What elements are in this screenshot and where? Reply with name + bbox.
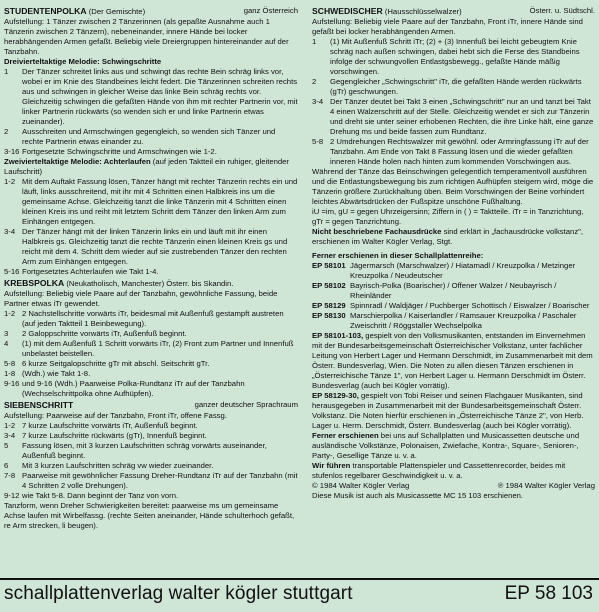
step-row	[4, 369, 298, 379]
step-text: 6 kurze Seitgalopschritte gTr mit abschl. Seitschritt gTr.	[22, 359, 210, 368]
step-row	[4, 431, 298, 441]
step-row	[4, 177, 298, 227]
dance-title: KREBSPOLKA	[4, 278, 65, 288]
series-note-2	[312, 391, 595, 431]
dance-region: ganzer deutscher Sprachraum	[194, 400, 298, 409]
ep-number: EP 58129	[312, 301, 346, 310]
step-text: Mit dem Auftakt Fassung lösen, Tänzer hängt mit rechter Tänzerin rechts ein und läuft, links ausschreitend, mit ihr mit 4 Schritten einen Halbkreis ins um die gemeinsame Achse. Gleichzeitig tanzt die linke Tänzerin mit 4 Schritten einen kleinen Kreis ins und reiht mit letztem Schritt dem Tänzer den linken Arm zum Einhängen entgegen.	[22, 177, 298, 226]
step-row	[4, 309, 298, 329]
step-text: Fortgesetztes Achterlaufen wie Takt 1-4.	[22, 267, 159, 276]
series-label: EP 58129-30,	[312, 391, 359, 400]
step-list	[4, 67, 298, 157]
dance-title: STUDENTENPOLKA	[4, 6, 87, 16]
step-number: 5-8	[312, 137, 324, 146]
step-row	[312, 77, 595, 97]
ep-entry	[312, 311, 595, 331]
note-label: Nicht beschriebene Fachausdrücke	[312, 227, 442, 236]
phonogram-text: ℗ 1984 Walter Kögler Verlag	[497, 481, 595, 490]
step-number: 9-16	[4, 379, 20, 388]
step-text: Fortgesetzte Schwingschritte und Armschwingen wie 1-2.	[22, 147, 217, 156]
studentenpolka-heading	[4, 6, 298, 17]
step-list	[4, 177, 298, 277]
dance-intro: Aufstellung: Beliebig viele Paare auf der Tanzbahn, gewöhnliche Fassung, beide Partner etwas iTr gewendet.	[4, 289, 278, 308]
step-row	[312, 37, 595, 77]
step-row	[4, 421, 298, 431]
dance-intro: Aufstellung: 1 Tänzer zwischen 2 Tänzerinnen (als gepaßte Ausnahme auch 1 Tänzerin zwischen 2 Tänzern), nebeneinander, innere Hände bei locker herabhängenden Armen gefaßt. Beliebig viele Dreiergruppen hintereinander auf der Tanzbahn.	[4, 17, 289, 56]
note-label: Ferner erschienen	[312, 431, 379, 440]
step-number: 2	[4, 127, 9, 136]
step-row	[4, 147, 298, 157]
step-row	[312, 137, 595, 167]
series-text: gespielt von Tobi Reiser und seinen Flachgauer Musikanten, sind herausgegeben in Zusammenarbeit mit der Bundesarbeitsgemeinschaft Österr. Volkstanz. Die Noten hierfür erschienen in „Österreichische Tänze 2", von Herb. Lager u. Herm. Derschmidt, Österr. Bundesverlag (auch bei Kögler vorrätig).	[312, 391, 584, 430]
copyright-line	[312, 481, 595, 491]
equipment-note	[312, 461, 595, 481]
series-note-1	[312, 331, 595, 391]
step-row	[4, 461, 298, 471]
dance-region: ganz Österreich	[243, 6, 298, 15]
step-number: 2	[312, 77, 317, 86]
ep-tracks: Jägermarsch (Marschwalzer) / Hiatamadl / Kreuzpolka / Metzinger Kreuzpolka / Neudeutscher	[350, 261, 576, 280]
step-number: 1	[312, 37, 317, 46]
step-number: 1-2	[4, 421, 16, 430]
catalog-number: EP 58 103	[504, 583, 593, 604]
step-row	[4, 359, 298, 369]
dance-intro: Aufstellung: Beliebig viele Paare auf der Tanzbahn, Front iTr, innere Hände sind gefaßt bei locker herabhängenden Armen.	[312, 17, 583, 36]
step-text: (1) mit dem Außenfuß 1 Schritt vorwärts iTr, (2) Front zum Partner und Innenfuß unbelastet beistellen.	[22, 339, 294, 358]
step-number: 4	[4, 339, 9, 348]
schwedischer-heading	[312, 6, 595, 17]
step-row	[4, 127, 298, 147]
step-number: 1-2	[4, 309, 16, 318]
step-number: 6	[4, 461, 9, 470]
note-text: bei uns auf Schallplatten und Musicassetten deutsche und ausländische Volkstänze, Polonaisen, Zwiefache, Kontra-, Square-, Senioren-, Party-, Gesellige Tänze u. v. a.	[312, 431, 580, 460]
step-number: 1-2	[4, 177, 16, 186]
ep-tracks: Spinnradl / Waldjäger / Puchberger Schottisch / Eiswalzer / Boarischer	[350, 301, 590, 310]
right-column	[312, 6, 595, 501]
step-row	[4, 339, 298, 359]
step-text: (1) Mit Außenfuß Schritt iTr; (2) + (3) Innenfuß bei leicht gebeugtem Knie schräg nach außen schwingen, dabei hebt sich die Ferse des Standbeins infolge der schwungvollen Entlastgsbewegg., gefaßte Hände mäßig vorschwingen.	[330, 37, 580, 76]
ep-list	[312, 261, 595, 331]
step-row	[4, 67, 298, 127]
step-number: 5	[4, 441, 9, 450]
ep-tracks: Marschierpolka / Kaiserlandler / Ramsauer Kreuzpolka / Paschaler Zweischritt / Röggstaller Wechselpolka	[350, 311, 577, 330]
step-number: 3-4	[312, 97, 324, 106]
series-heading: Ferner erschienen in dieser Schallplattenreihe:	[312, 251, 484, 260]
step-text: 2 Galoppschritte vorwärts iTr, Außenfuß beginnt.	[22, 329, 187, 338]
ep-number: EP 58101	[312, 261, 346, 270]
step-row	[4, 379, 298, 399]
step-number: 5-8	[4, 359, 16, 368]
more-releases-note	[312, 431, 595, 461]
step-text: Der Tänzer hängt mit der linken Tänzerin links ein und läuft mit ihr einen Halbkreis gs. Gleichzeitig tanzt die rechte Tänzerin einen kleinen Kreis gs und reicht mit dem 4. Schritt dem wieder auf sie zustrebenden Tänzer den rechten Arm zum Einhängen entgegen.	[22, 227, 288, 266]
step-number: 3-4	[4, 431, 16, 440]
step-text: 7 kurze Laufschritte rückwärts (gTr), Innenfuß beginnt.	[22, 431, 207, 440]
step-text: wie Takt 5-8. Dann beginnt der Tanz von vorn.	[22, 491, 179, 500]
step-row	[4, 471, 298, 491]
step-text: 7 kurze Laufschritte vorwärts iTr, Außenfuß beginnt.	[22, 421, 198, 430]
step-text: und 9-16 (Wdh.) Paarweise Polka-Rundtanz iTr auf der Tanzbahn (Wechselschrittpolka ohne Aufhüpfen).	[22, 379, 245, 398]
krebspolka-heading	[4, 278, 298, 289]
step-text: 2 Umdrehungen Rechtswalzer mit gewöhnl. oder Armringfassung iTr auf der Tanzbahn. Am Ende von Takt 8 Fassung lösen und die wieder gefaßten inneren Hände holen nach hinten zum kommenden Vorschwingen aus.	[330, 137, 589, 166]
step-number: 9-12	[4, 491, 20, 500]
dance-subtitle: (Neukatholisch, Manchester) Österr. bis Skandin.	[66, 279, 234, 288]
publisher-name: schallplattenverlag walter kögler stuttgart	[4, 583, 353, 604]
step-number: 1-8	[4, 369, 16, 378]
ep-tracks: Bayrisch-Polka (Boarischer) / Offener Walzer / Neubayrisch / Rheinländer	[350, 281, 557, 300]
dance-title: SCHWEDISCHER	[312, 6, 383, 16]
copyright-text: © 1984 Walter Kögler Verlag	[312, 481, 410, 490]
step-text: Mit 3 kurzen Laufschritten schräg vw wieder zueinander.	[22, 461, 214, 470]
step-row	[4, 329, 298, 339]
siebenschritt-heading	[4, 400, 298, 411]
melody-heading-2	[4, 157, 298, 177]
step-row	[4, 491, 298, 501]
step-text: Gegengleicher „Schwingschritt" iTr, die gefaßten Hände werden rückwärts (gTr) geschwungen.	[330, 77, 582, 96]
ep-number: EP 58130	[312, 311, 346, 320]
step-text: Fassung lösen, mit 3 kurzen Laufschritten schräg vorwärts auseinander, Außenfuß beginnt.	[22, 441, 267, 460]
glossary-note	[312, 227, 595, 247]
step-row	[312, 97, 595, 137]
step-text: Der Tänzer deutet bei Takt 3 einen „Schwingschritt" nur an und tanzt bei Takt 4 einen Walzerschritt auf der Stelle. Gleichzeitig wendet er sich zur Tänzerin und dreht sie unter seiner erhobenen Rechten, die ihre Linke hält, eine ganze Drehung ms und beide fassen zum Rundtanz.	[330, 97, 594, 136]
ep-entry	[312, 261, 595, 281]
note-text: transportable Plattenspieler und Cassettenrecorder, beides mit stufenlos regelbarer Geschwindigkeit u. v. a.	[312, 461, 566, 480]
ep-number: EP 58102	[312, 281, 346, 290]
melody-label: Zweivierteltaktige Melodie: Achterlaufen	[4, 157, 151, 166]
melody-description: (auf jeden Taktteil ein ruhiger, gleitender Laufschritt)	[4, 157, 289, 176]
step-text: 2 Nachstellschritte vorwärts iTr, beidesmal mit Außenfuß gestampft austreten (auf jeden Taktteil 1 Beinbewegung).	[22, 309, 284, 328]
dance-subtitle: (Der Gemischte)	[88, 7, 146, 16]
ep-entry	[312, 301, 595, 311]
ep-entry	[312, 281, 595, 301]
step-row	[4, 267, 298, 277]
step-list	[312, 37, 595, 167]
left-column	[4, 6, 298, 531]
series-text: gespielt von den Volksmusikanten, entstanden im Einvernehmen mit der Bundesarbeitsgemeinschaft Österreichischer Volkstanz, unter fachlicher Leitung von Herbert Lager und Hermann Derschmidt, im Zusammenarbeit mit dem Österr. Bundesverlag, Wien. Die Noten zu allen diesen Tänzen erschienen in „Österreichische Tänze 1", von Herbert Lager u. Hermann Derschmidt im Österr. Bundesverlag (auch bei Kögler vorrätig).	[312, 331, 593, 390]
step-row	[4, 441, 298, 461]
step-row	[4, 227, 298, 267]
step-number: 3-16	[4, 147, 20, 156]
step-text: Paarweise mit gewöhnlicher Fassung Dreher-Rundtanz iTr auf der Tanzbahn (mit 4 Schritten 2 volle Drehungen).	[22, 471, 298, 490]
dance-region: Österr. u. Südtschl.	[529, 6, 595, 15]
step-text: Der Tänzer schreitet links aus und schwingt das rechte Bein schräg links vor, wobei er im Knie des Standbeines leicht federt. Die Tänzerinnen schreiten rechts aus und schwingen in gleicher Weise das linke Bein schräg rechts vor. Gleichzeitig schwingen die gefaßten Hände von ihm mit rechter Partnerin vor, mit linker Partnerin rückwärts (so wenden sich er und linke Partnerin etwas zueinander).	[22, 67, 298, 126]
step-text: Ausschreiten und Armschwingen gegengleich, so wenden sich Tänzer und rechte Partnerin etwas einander zu.	[22, 127, 276, 146]
series-label: EP 58101-103,	[312, 331, 364, 340]
cassette-note: Diese Musik ist auch als Musicassette MC 15 103 erschienen.	[312, 491, 524, 500]
dance-outro: Tanzform, wenn Dreher Schwierigkeiten bereitet: paarweise ms um gemeinsame Achse laufen mit Wirbelfassg. (rechte Seiten aneinander, Hände schulterhoch gefaßt, re Arm strecken, li beugen).	[4, 501, 295, 530]
step-number: 5-16	[4, 267, 20, 276]
step-list	[4, 309, 298, 399]
step-number: 3-4	[4, 227, 16, 236]
abbreviation-legend: iU =im, gU = gegen Uhrzeigersinn; Ziffern in ( ) = Taktteile. iTr = in Tanzrichtung, gTr = gegen Tanzrichtung.	[312, 207, 584, 226]
dance-outro: Während der Tänze das Beinschwingen gelegentlich temperamentvoll ausführen und die Entlastungsbewegung bis zum richtigen Aufhüpfen steigern wird, möge die Tänzerin größere Zurückhaltung üben. Beim Vorschwingen der Beine vorhindert leichtes Abwärtsdrücken der Fußspitze unschöne Fußhaltung.	[312, 167, 594, 206]
step-list	[4, 421, 298, 501]
step-text: (Wdh.) wie Takt 1-8.	[22, 369, 91, 378]
step-number: 1	[4, 67, 9, 76]
note-label: Wir führen	[312, 461, 351, 470]
melody-heading: Dreivierteltaktige Melodie: Schwingschritte	[4, 57, 162, 66]
dance-title: SIEBENSCHRITT	[4, 400, 74, 410]
note-text: sind erklärt in „fachausdrücke volkstanz", erschienen im Walter Kögler Verlag, Stgt.	[312, 227, 584, 246]
dance-subtitle: (Hausschlüsselwalzer)	[384, 7, 462, 16]
footer-bar	[0, 578, 599, 612]
step-number: 3	[4, 329, 9, 338]
step-number: 7-8	[4, 471, 16, 480]
dance-intro: Aufstellung: Paarweise auf der Tanzbahn, Front iTr, offene Fassg.	[4, 411, 227, 420]
